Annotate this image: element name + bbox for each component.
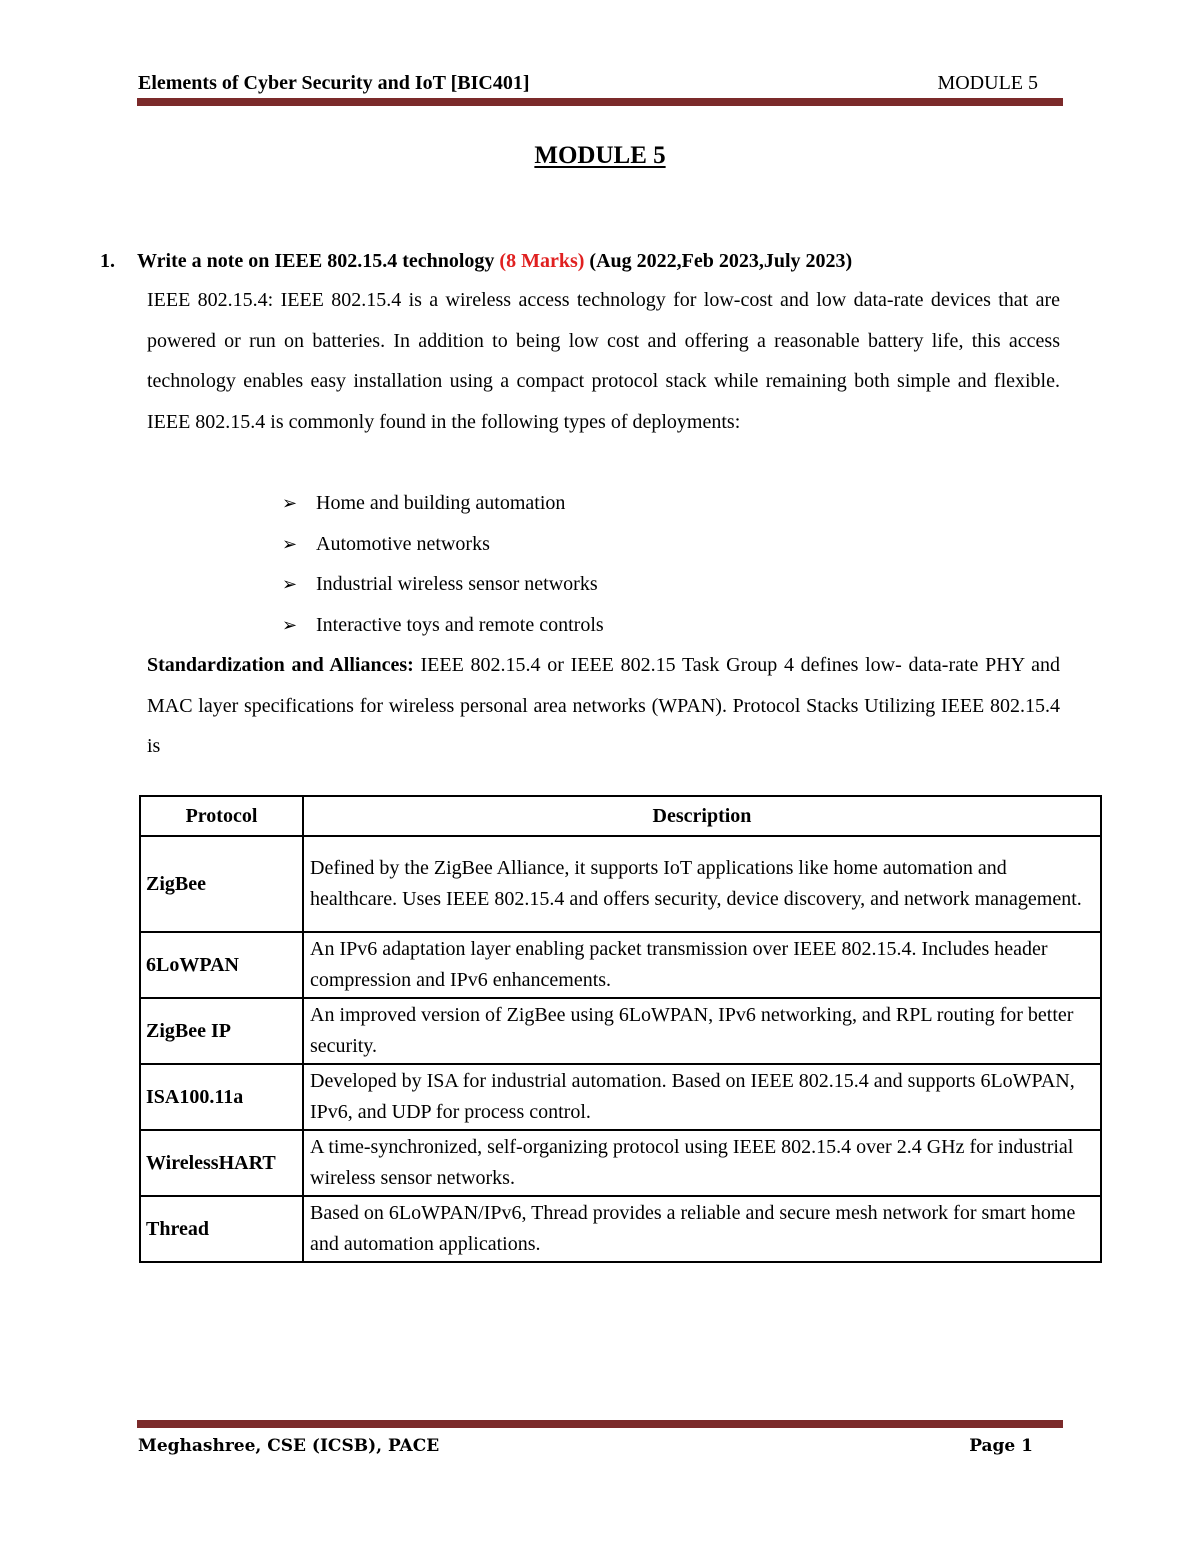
protocol-name: ISA100.11a xyxy=(140,1064,303,1130)
protocol-name: ZigBee xyxy=(140,836,303,932)
table-row xyxy=(140,998,1101,1064)
protocol-description: Defined by the ZigBee Alliance, it supports IoT applications like home automation and healthcare. Uses IEEE 802.15.4 and offers security, device discovery, and network management. xyxy=(303,836,1101,932)
arrow-bullet-icon: ➢ xyxy=(282,574,298,596)
table-header-row xyxy=(140,796,1101,836)
list-item: ➢ Industrial wireless sensor networks xyxy=(282,564,604,605)
protocol-description: A time-synchronized, self-organizing protocol using IEEE 802.15.4 over 2.4 GHz for industrial wireless sensor networks. xyxy=(303,1130,1101,1196)
table-row xyxy=(140,932,1101,998)
intro-paragraph: IEEE 802.15.4: IEEE 802.15.4 is a wireless access technology for low-cost and low data-rate devices that are powered or run on batteries. In addition to being low cost and offering a reasonable battery life, this access technology enables easy installation using a compact protocol stack while remaining both simple and flexible. IEEE 802.15.4 is commonly found in the following types of deployments: xyxy=(147,289,1060,434)
arrow-bullet-icon: ➢ xyxy=(282,493,298,514)
column-header-protocol: Protocol xyxy=(140,796,303,836)
table-row xyxy=(140,1196,1101,1262)
column-header-description: Description xyxy=(303,796,1101,836)
protocol-description: An IPv6 adaptation layer enabling packet transmission over IEEE 802.15.4. Includes header compression and IPv6 enhancements. xyxy=(303,932,1101,998)
footer-rule xyxy=(137,1420,1063,1428)
standardization-label: Standardization and Alliances: xyxy=(147,654,414,676)
arrow-bullet-icon: ➢ xyxy=(282,615,298,637)
standardization-text: IEEE 802.15.4 or IEEE 802.15 Task Group 4 defines low- data-rate PHY and MAC layer specifications for wireless personal area networks (WPAN). Protocol Stacks Utilizing IEEE 802.15.4 is xyxy=(147,654,1060,758)
question-dates: (Aug 2022,Feb 2023,July 2023) xyxy=(589,250,853,272)
table-row xyxy=(140,1064,1101,1130)
protocol-description: An improved version of ZigBee using 6LoWPAN, IPv6 networking, and RPL routing for better security. xyxy=(303,998,1101,1064)
header-module: MODULE 5 xyxy=(937,72,1038,94)
question-heading xyxy=(100,250,852,273)
question-text: Write a note on IEEE 802.15.4 technology xyxy=(137,250,495,272)
deployment-list xyxy=(282,483,604,646)
list-item: ➢ Home and building automation xyxy=(282,483,604,524)
page-header xyxy=(138,72,1038,98)
arrow-bullet-icon: ➢ xyxy=(282,533,298,555)
footer-author: Meghashree, CSE (ICSB), PACE xyxy=(138,1436,440,1456)
page-number: Page 1 xyxy=(969,1436,1033,1456)
protocol-description: Based on 6LoWPAN/IPv6, Thread provides a reliable and secure mesh network for smart home and automation applications. xyxy=(303,1196,1101,1262)
protocol-description: Developed by ISA for industrial automation. Based on IEEE 802.15.4 and supports 6LoWPAN, IPv6, and UDP for process control. xyxy=(303,1064,1101,1130)
protocol-name: 6LoWPAN xyxy=(140,932,303,998)
course-title: Elements of Cyber Security and IoT [BIC401] xyxy=(138,72,530,94)
page-footer xyxy=(138,1436,1033,1460)
table-row xyxy=(140,836,1101,932)
question-number: 1. xyxy=(100,250,115,272)
protocol-name: WirelessHART xyxy=(140,1130,303,1196)
protocol-name: Thread xyxy=(140,1196,303,1262)
list-item: ➢ Automotive networks xyxy=(282,524,604,565)
header-rule xyxy=(137,98,1063,106)
protocol-name: ZigBee IP xyxy=(140,998,303,1064)
list-item: ➢ Interactive toys and remote controls xyxy=(282,605,604,646)
table-row xyxy=(140,1130,1101,1196)
page-title: MODULE 5 xyxy=(534,142,666,169)
standardization-paragraph xyxy=(147,645,1060,767)
question-marks: (8 Marks) xyxy=(499,250,585,272)
protocol-table xyxy=(139,795,1102,1263)
